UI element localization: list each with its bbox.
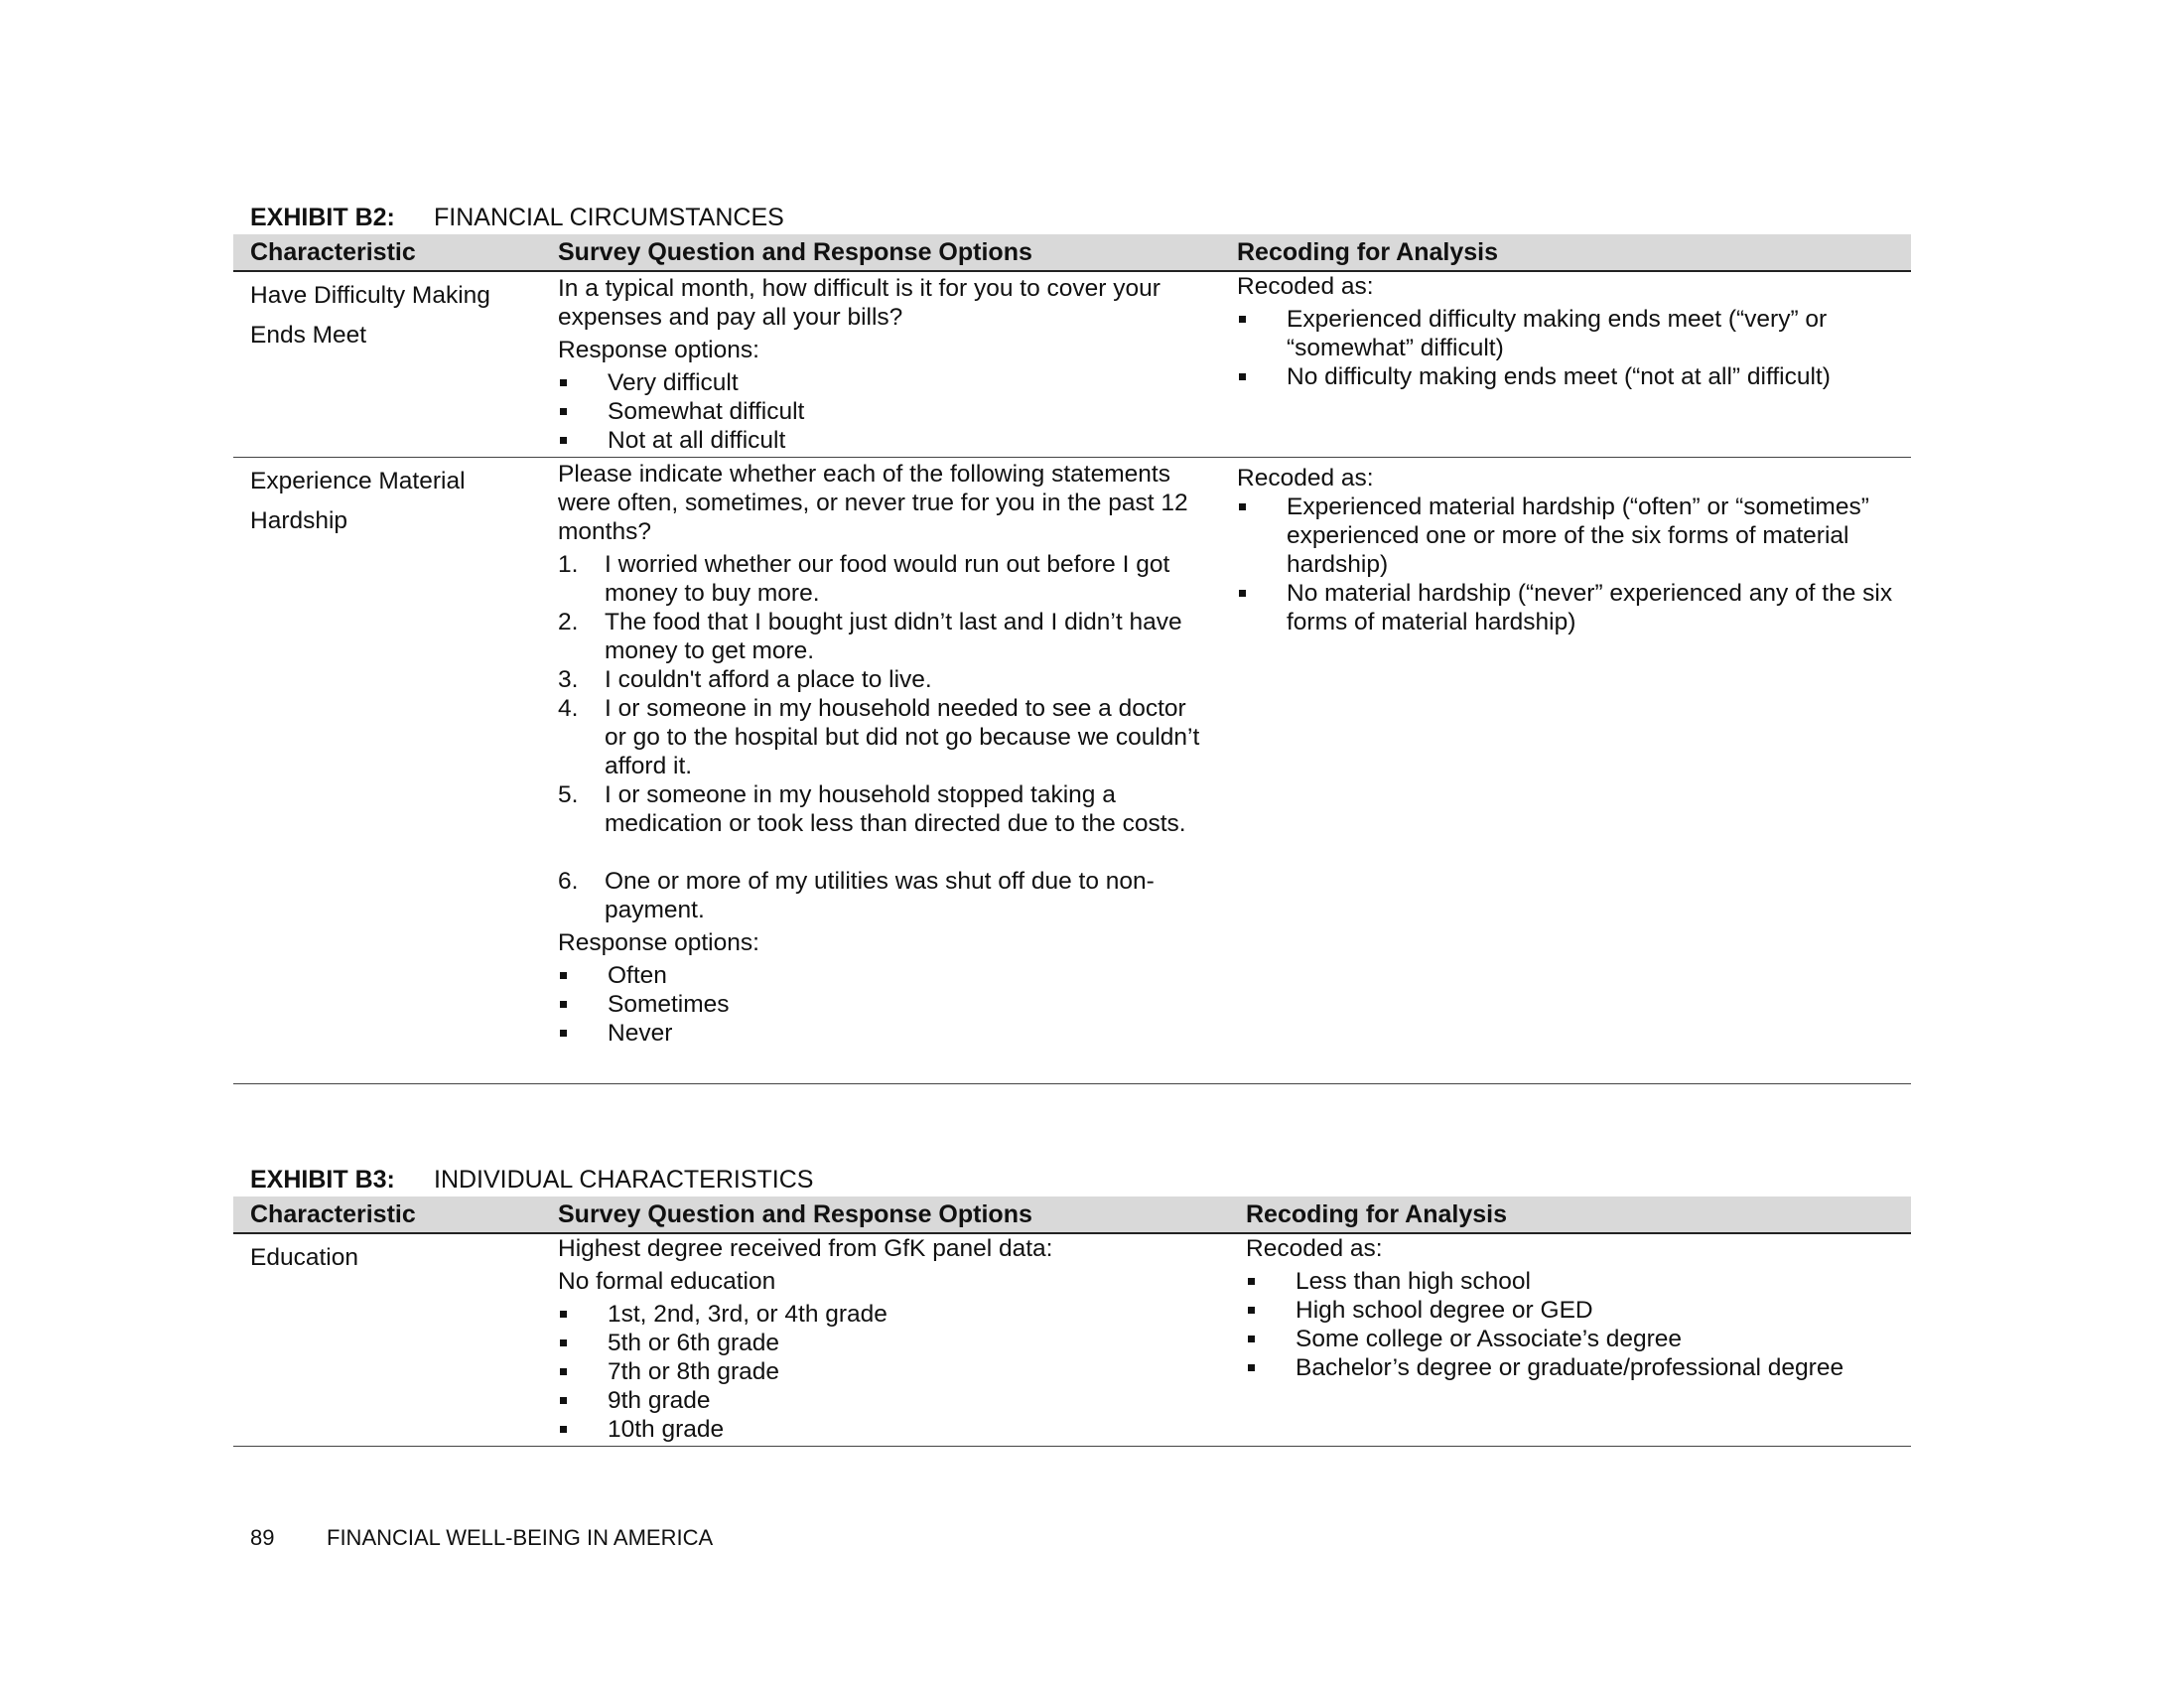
exhibit-label: EXHIBIT B3:	[250, 1166, 395, 1194]
list-item	[558, 665, 1213, 694]
characteristic-text: Have Difficulty Making	[250, 282, 490, 309]
response-label: Response options:	[558, 337, 759, 363]
list-item: Never	[558, 1019, 1213, 1048]
header-recoding: Recoding for Analysis	[1237, 238, 1499, 266]
item-text: I or someone in my household stopped taking a medication or took less than directed due to the costs.	[605, 781, 1186, 837]
list-item: Not at all difficult	[558, 426, 1213, 455]
exhibit-heading: FINANCIAL CIRCUMSTANCES	[434, 204, 784, 231]
list-item: Very difficult	[558, 368, 1213, 397]
question-text: Highest degree received from GfK panel data:	[558, 1235, 1053, 1262]
exhibit-title	[233, 1163, 1911, 1196]
response-list	[558, 368, 1213, 455]
item-text: One or more of my utilities was shut off due to non-payment.	[605, 868, 1155, 923]
header-recoding: Recoding for Analysis	[1246, 1200, 1508, 1228]
exhibit-heading: INDIVIDUAL CHARACTERISTICS	[434, 1166, 814, 1194]
table-row	[233, 272, 1911, 458]
list-item: Often	[558, 961, 1213, 990]
list-item: Less than high school	[1246, 1267, 1911, 1296]
item-text: I worried whether our food would run out before I got money to buy more.	[605, 551, 1170, 607]
recode-cell	[1237, 464, 1902, 636]
characteristic-text: Experience Material	[250, 468, 466, 494]
recode-list	[1237, 305, 1902, 391]
characteristic-text: Ends Meet	[250, 322, 367, 349]
list-item: High school degree or GED	[1246, 1296, 1911, 1325]
list-item: 7th or 8th grade	[558, 1357, 1213, 1386]
item-number: 4.	[558, 695, 579, 722]
footer-title: FINANCIAL WELL-BEING IN AMERICA	[327, 1525, 714, 1550]
list-item: 9th grade	[558, 1386, 1213, 1415]
response-list	[558, 1300, 1213, 1444]
list-item	[558, 694, 1213, 780]
recode-list	[1246, 1267, 1911, 1382]
header-survey-question: Survey Question and Response Options	[558, 1200, 1032, 1228]
list-item	[558, 550, 1213, 608]
exhibit-title	[233, 201, 1911, 234]
list-item: 1st, 2nd, 3rd, or 4th grade	[558, 1300, 1213, 1329]
list-item: No difficulty making ends meet (“not at all” difficult)	[1237, 362, 1902, 391]
question-text: Please indicate whether each of the following statements were often, sometimes, or never true for you in the past 12 months?	[558, 461, 1188, 545]
page-number: 89	[250, 1525, 275, 1550]
item-number: 2.	[558, 609, 579, 635]
item-text: I or someone in my household needed to see a doctor or go to the hospital but did not go because we couldn’t afford it.	[605, 695, 1200, 779]
item-text: I couldn't afford a place to live.	[605, 666, 932, 693]
response-label: Response options:	[558, 929, 759, 956]
question-cell	[558, 274, 1213, 455]
exhibit-b2	[233, 201, 1911, 1084]
exhibit-b3	[233, 1163, 1911, 1447]
characteristic-cell	[250, 462, 538, 541]
item-number: 6.	[558, 868, 579, 895]
item-number: 5.	[558, 781, 579, 808]
list-item	[558, 867, 1213, 924]
statement-list	[558, 550, 1213, 924]
recode-label: Recoded as:	[1246, 1235, 1383, 1262]
question-cell	[558, 460, 1213, 1048]
recode-label: Recoded as:	[1237, 465, 1374, 492]
item-text: The food that I bought just didn’t last and I didn’t have money to get more.	[605, 609, 1182, 664]
question-cell	[558, 1234, 1213, 1444]
list-item: Sometimes	[558, 990, 1213, 1019]
recode-cell	[1237, 272, 1902, 391]
characteristic-cell	[250, 276, 538, 355]
table-header	[233, 234, 1911, 272]
response-label: No formal education	[558, 1268, 776, 1295]
header-characteristic: Characteristic	[250, 238, 416, 266]
list-item: Bachelor’s degree or graduate/professional degree	[1246, 1353, 1911, 1382]
header-survey-question: Survey Question and Response Options	[558, 238, 1032, 266]
item-number: 1.	[558, 551, 579, 578]
table-header	[233, 1196, 1911, 1234]
list-item: 5th or 6th grade	[558, 1329, 1213, 1357]
question-text: In a typical month, how difficult is it for you to cover your expenses and pay all your bills?	[558, 275, 1160, 331]
list-item: Somewhat difficult	[558, 397, 1213, 426]
page-footer	[250, 1525, 713, 1551]
response-list	[558, 961, 1213, 1048]
list-item: 10th grade	[558, 1415, 1213, 1444]
characteristic-text: Hardship	[250, 507, 348, 534]
list-item: Experienced difficulty making ends meet (“very” or “somewhat” difficult)	[1237, 305, 1902, 362]
characteristic-text: Education	[250, 1244, 358, 1271]
characteristic-cell	[250, 1238, 538, 1278]
list-item: Experienced material hardship (“often” or “sometimes” experienced one or more of the six forms of material hardship)	[1237, 492, 1902, 579]
list-item	[558, 780, 1213, 838]
list-item: Some college or Associate’s degree	[1246, 1325, 1911, 1353]
list-item: No material hardship (“never” experienced any of the six forms of material hardship)	[1237, 579, 1902, 636]
recode-label: Recoded as:	[1237, 273, 1374, 300]
table-row	[233, 1234, 1911, 1447]
exhibit-label: EXHIBIT B2:	[250, 204, 395, 231]
recode-cell	[1246, 1234, 1911, 1382]
recode-list	[1237, 492, 1902, 636]
table-row	[233, 458, 1911, 1084]
item-number: 3.	[558, 666, 579, 693]
list-item	[558, 608, 1213, 665]
header-characteristic: Characteristic	[250, 1200, 416, 1228]
